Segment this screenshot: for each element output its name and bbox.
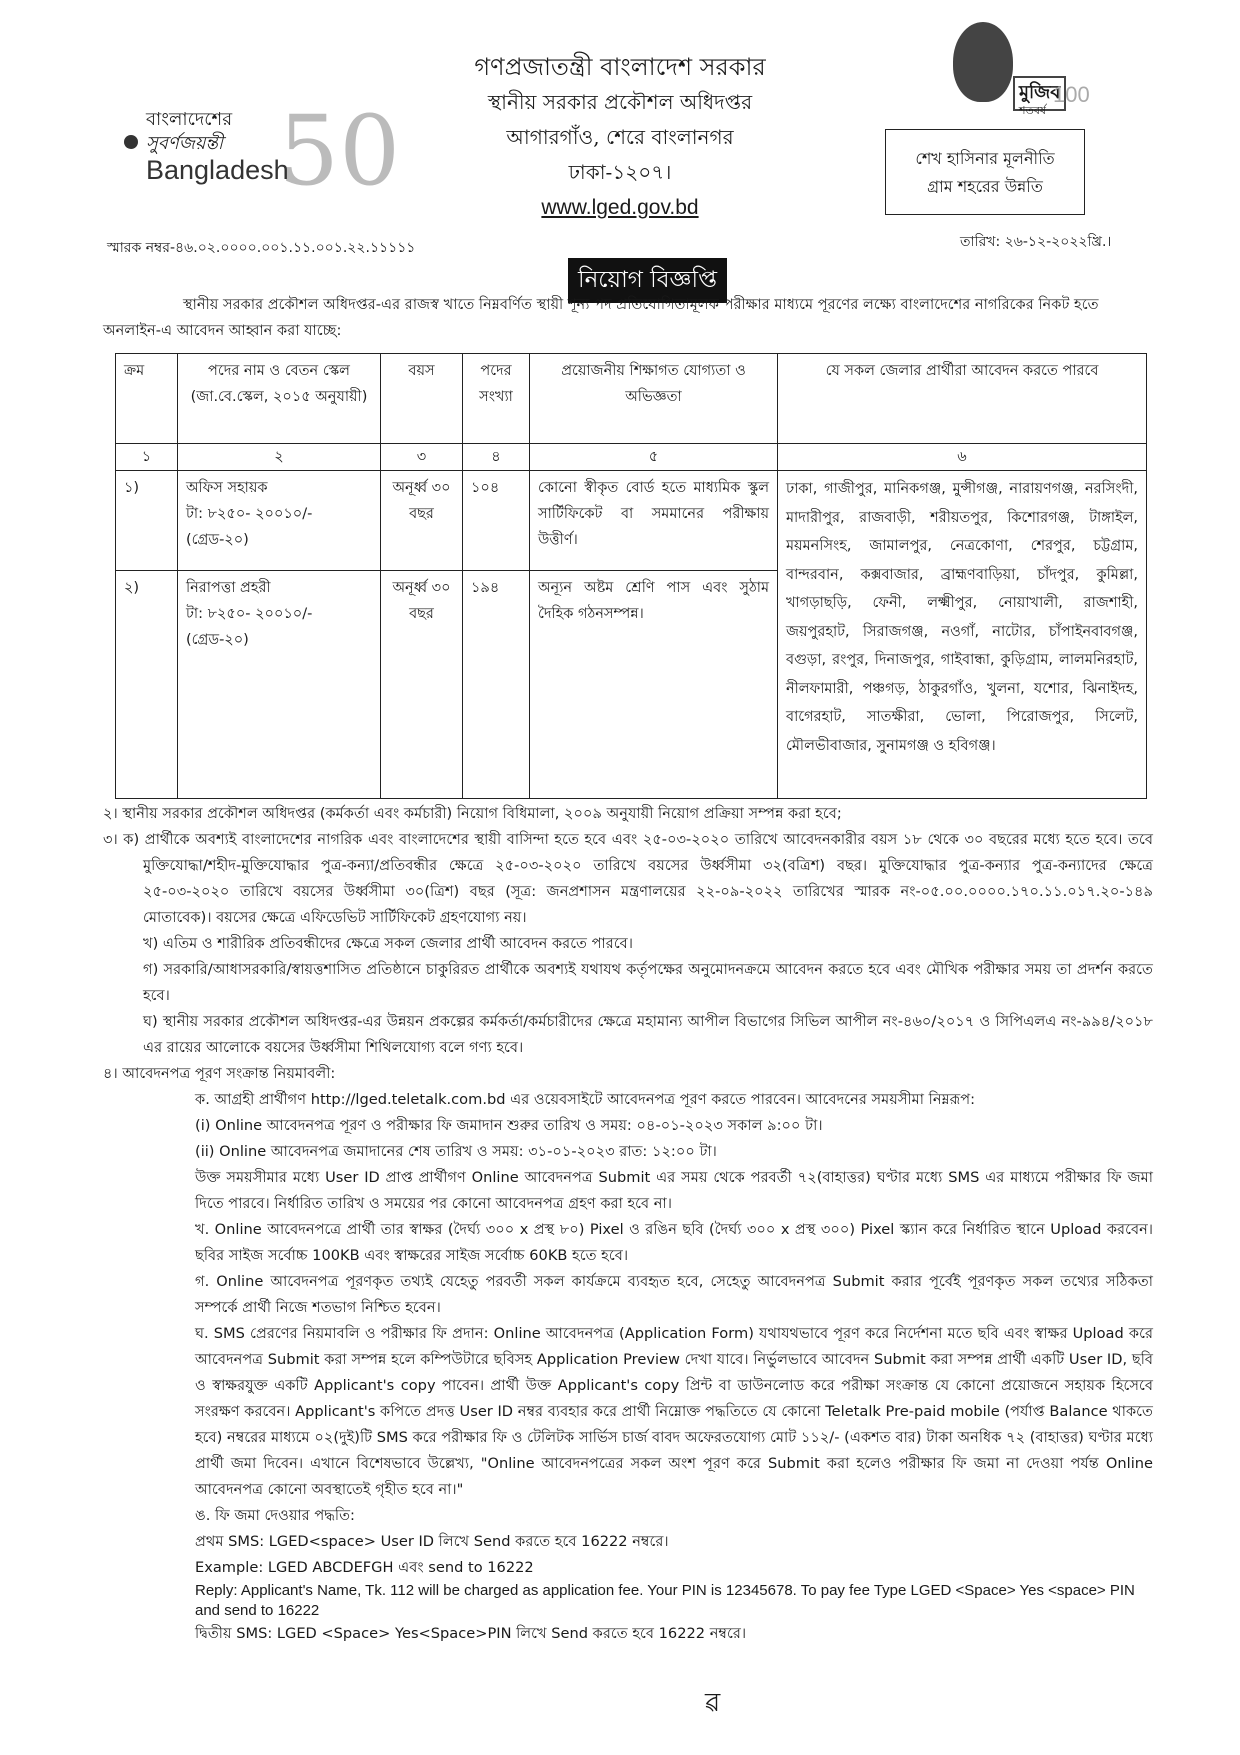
motto-box: [885, 129, 1085, 215]
logo-number: 50: [278, 95, 401, 207]
table-row: [116, 471, 1147, 571]
row-age: অনূর্ধ্ব ৩০ বছর: [381, 471, 463, 571]
logo-en-text: Bangladesh: [146, 155, 289, 185]
row-districts: ঢাকা, গাজীপুর, মানিকগঞ্জ, মুন্সীগঞ্জ, নারায়ণগঞ্জ, নরসিংদী, মাদারীপুর, রাজবাড়ী, শরীয়তপুর, কিশোরগঞ্জ, টাঙ্গাইল, ময়মনসিংহ, জামালপুর, নেত্রকোণা, শেরপুর, চট্টগ্রাম, বান্দরবান, কক্সবাজার, ব্রাহ্মণবাড়িয়া, চাঁদপুর, কুমিল্লা, খাগড়াছড়ি, ফেনী, লক্ষ্মীপুর, নোয়াখালী, রাজশাহী, জয়পুরহাট, সিরাজগঞ্জ, নওগাঁ, নাটোর, চাঁপাইনবাবগঞ্জ, বগুড়া, রংপুর, দিনাজপুর, গাইবান্ধা, কুড়িগ্রাম, লালমনিরহাট, নীলফামারী, পঞ্চগড়, ঠাকুরগাঁও, খুলনা, যশোর, ঝিনাইদহ, বাগেরহাট, সাতক্ষীরা, ভোলা, পিরোজপুর, সিলেট, মৌলভীবাজার, সুনামগঞ্জ ও হবিগঞ্জ।: [778, 471, 1147, 799]
logo-bn-line2: সুবর্ণজয়ন্তী: [146, 133, 224, 154]
address-line: আগারগাঁও, শেরে বাংলানগর: [506, 125, 734, 149]
row-count: ১০৪: [463, 471, 530, 571]
memo-number: স্মারক নম্বর-৪৬.০২.০০০০.০০১.১১.০০১.২২.১১১১১: [107, 240, 416, 256]
row-qualification: কোনো স্বীকৃত বোর্ড হতে মাধ্যমিক স্কুল সার্টিফিকেট বা সমমানের পরীক্ষায় উত্তীর্ণ।: [530, 471, 778, 571]
sms-reply: Reply: Applicant's Name, Tk. 112 will be charged as application fee. Your PIN is 12345678. To pay fee Type LGED <Space> Yes <space> PIN and send to 16222: [195, 1582, 1135, 1619]
table-header-row: [116, 354, 1147, 444]
header-serial: ক্রম: [116, 354, 178, 444]
mujib-logo-number: 100: [1053, 82, 1090, 107]
logo-dot-icon: [124, 135, 138, 149]
sms-second: দ্বিতীয় SMS: LGED <Space> Yes<Space>PIN লিখে Send করতে হবে 16222 নম্বরে।: [195, 1625, 747, 1642]
col-number: ৪: [463, 444, 530, 471]
row-serial: ২): [116, 571, 178, 799]
header-qualification: প্রয়োজনীয় শিক্ষাগত যোগ্যতা ও অভিজ্ঞতা: [530, 354, 778, 444]
col-number: ২: [178, 444, 381, 471]
row-count: ১৯৪: [463, 571, 530, 799]
clause-3c: গ) সরকারি/আধাসরকারি/স্বায়ত্তশাসিত প্রতিষ্ঠানে চাকুরিরত প্রার্থীকে অবশ্যই যথাযথ কর্তৃপক্ষের অনুমোদনক্রমে আবেদন করতে হবে এবং মৌখিক পরীক্ষার সময় তা প্রদর্শন করতে হবে।: [143, 961, 1153, 1004]
clause-4a-ii: (ii) Online আবেদনপত্র জমাদানের শেষ তারিখ ও সময়: ৩১-০১-২০২৩ রাত: ১২:০০ টা।: [195, 1143, 717, 1160]
motto-line1: শেখ হাসিনার মূলনীতি: [915, 149, 1055, 168]
govt-name: গণপ্রজাতন্ত্রী বাংলাদেশ সরকার: [474, 53, 766, 81]
clauses-section: [103, 801, 1153, 1647]
clause-3b: খ) এতিম ও শারীরিক প্রতিবন্ধীদের ক্ষেত্রে সকল জেলার প্রার্থী আবেদন করতে পারবে।: [143, 935, 634, 952]
clause-4: ৪। আবেদনপত্র পূরণ সংক্রান্ত নিয়মাবলী:: [103, 1065, 336, 1082]
clause-3d: ঘ) স্থানীয় সরকার প্রকৌশল অধিদপ্তর-এর উন্নয়ন প্রকল্পের কর্মকর্তা/কর্মচারীদের ক্ষেত্রে মহামান্য আপীল বিভাগের সিভিল আপীল নং-৪৬০/২০১৭ ও সিপিএলএ নং-৯৯৪/২০১৮ এর রায়ের আলোকে বয়সের উর্ধ্বসীমা শিথিলযোগ্য বলে গণ্য হবে।: [143, 1013, 1153, 1056]
clause-2: ২। স্থানীয় সরকার প্রকৌশল অধিদপ্তর (কর্মকর্তা এবং কর্মচারী) নিয়োগ বিধিমালা, ২০০৯ অনুযায়ী নিয়োগ প্রক্রিয়া সম্পন্ন করা হবে;: [103, 805, 842, 822]
col-number: ৫: [530, 444, 778, 471]
motto-line2: গ্রাম শহরের উন্নতি: [927, 177, 1043, 196]
post-pay: টা: ৮২৫০- ২০০১০/-: [186, 506, 313, 522]
post-pay: টা: ৮২৫০- ২০০১০/-: [186, 606, 313, 622]
sms-example: Example: LGED ABCDEFGH এবং send to 16222: [195, 1559, 534, 1576]
row-post: [178, 571, 381, 799]
header-age: বয়স: [381, 354, 463, 444]
col-number: ৬: [778, 444, 1147, 471]
clause-4a: ক. আগ্রহী প্রার্থীগণ http://lged.teletalk.com.bd এর ওয়েবসাইটে আবেদনপত্র পূরণ করতে পারবেন। আবেদনের সময়সীমা নিম্নরূপ:: [195, 1091, 976, 1108]
sms-first: প্রথম SMS: LGED<space> User ID লিখে Send করতে হবে 16222 নম্বরে।: [195, 1533, 669, 1550]
clause-4c: গ. Online আবেদনপত্র পূরণকৃত তথ্যই যেহেতু পরবর্তী সকল কার্যক্রমে ব্যবহৃত হবে, সেহেতু আবেদনপত্র Submit করার পূর্বেই পূরণকৃত সকল তথ্যের সঠিকতা সম্পর্কে প্রার্থী নিজে শতভাগ নিশ্চিত হবেন।: [195, 1273, 1153, 1316]
row-post: [178, 471, 381, 571]
header-districts: যে সকল জেলার প্রার্থীরা আবেদন করতে পারবে: [778, 354, 1147, 444]
post-grade: (গ্রেড-২০): [186, 632, 249, 648]
mujib-logo-text: মুজিব: [1013, 76, 1066, 111]
signature-initial: ৱ: [705, 1688, 721, 1718]
clause-4e: ঙ. ফি জমা দেওয়ার পদ্ধতি:: [195, 1507, 355, 1524]
golden-jubilee-logo: [110, 85, 401, 215]
vacancy-table: [115, 353, 1147, 799]
header-post: পদের নাম ও বেতন স্কেল (জা.বে.স্কেল, ২০১৫ অনুযায়ী): [178, 354, 381, 444]
col-number: ১: [116, 444, 178, 471]
mujib-centenary-logo: [935, 18, 1090, 118]
col-number: ৩: [381, 444, 463, 471]
row-qualification: অন্যূন অষ্টম শ্রেণি পাস এবং সুঠাম দৈহিক গঠনসম্পন্ন।: [530, 571, 778, 799]
clause-4d: ঘ. SMS প্রেরণের নিয়মাবলি ও পরীক্ষার ফি প্রদান: Online আবেদনপত্র (Application Form) যথাযথভাবে পূরণ করে নির্দেশনা মতে ছবি এবং স্বাক্ষর Upload করে আবেদনপত্র Submit করা সম্পন্ন হলে কম্পিউটারে ছবিসহ Application Preview দেখা যাবে। নির্ভুলভাবে আবেদন Submit করা সম্পন্ন প্রার্থী একটি User ID, ছবি ও স্বাক্ষরযুক্ত একটি Applicant's copy পাবেন। প্রার্থী উক্ত Applicant's copy প্রিন্ট বা ডাউনলোড করে পরীক্ষা সংক্রান্ত যে কোনো প্রয়োজনে সহায়ক হিসেবে সংরক্ষণ করবেন। Applicant's কপিতে প্রদত্ত User ID নম্বর ব্যবহার করে প্রার্থী নিম্নোক্ত পদ্ধতিতে যে কোনো Teletalk Pre-paid mobile (পর্যাপ্ত Balance থাকতে হবে) নম্বরের মাধ্যমে ০২(দুই)টি SMS করে পরীক্ষার ফি ও টেলিটক সার্ভিস চার্জ বাবদ অফেরতযোগ্য মোট ১১২/- (একশত বার) টাকা অনধিক ৭২ (বাহাত্তর) ঘণ্টার মধ্যে প্রার্থী জমা দিবেন। এখানে বিশেষভাবে উল্লেখ্য, "Online আবেদনপত্রের সকল অংশ পূরণ করে Submit করা হলেও পরীক্ষার ফি জমা না দেওয়া পর্যন্ত Online আবেদনপত্র কোনো অবস্থাতেই গৃহীত হবে না।": [195, 1325, 1153, 1498]
website-link[interactable]: www.lged.gov.bd: [541, 196, 699, 219]
post-grade: (গ্রেড-২০): [186, 532, 249, 548]
clause-3a: ৩। ক) প্রার্থীকে অবশ্যই বাংলাদেশের নাগরিক এবং বাংলাদেশের স্থায়ী বাসিন্দা হতে হবে এবং ২৫-০৩-২০২০ তারিখে আবেদনকারীর বয়স ১৮ থেকে ৩০ বছরের মধ্যে হতে হবে। তবে মুক্তিযোদ্ধা/শহীদ-মুক্তিযোদ্ধার পুত্র-কন্যা/প্রতিবন্ধীর ক্ষেত্রে ২৫-০৩-২০২০ তারিখে বয়সের উর্ধ্বসীমা ৩২(বত্রিশ) বছর। মুক্তিযোদ্ধার পুত্র-কন্যার পুত্র-কন্যাদের ক্ষেত্রে ২৫-০৩-২০২০ তারিখে বয়সের উর্ধ্বসীমা ৩০(ত্রিশ) বছর (সূত্র: জনপ্রশাসন মন্ত্রণালয়ের ২২-০৯-২০২২ তারিখের স্মারক নং-০৫.০০.০০০০.১৭০.১১.০১৭.২০-১৪৯ মোতাবেক)। বয়সের ক্ষেত্রে এফিডেভিট সার্টিফিকেট গ্রহণযোগ্য নয়।: [103, 831, 1153, 926]
column-number-row: [116, 444, 1147, 471]
clause-4a-i: (i) Online আবেদনপত্র পূরণ ও পরীক্ষার ফি জমাদান শুরুর তারিখ ও সময়: ০৪-০১-২০২৩ সকাল ৯:০০ টা।: [195, 1117, 823, 1134]
office-header: [400, 50, 840, 225]
post-name: নিরাপত্তা প্রহরী: [186, 580, 271, 596]
logo-bn-line1: বাংলাদেশের: [146, 109, 233, 130]
clause-4a-note: উক্ত সময়সীমার মধ্যে User ID প্রাপ্ত প্রার্থীগণ Online আবেদনপত্র Submit এর সময় থেকে পরবর্তী ৭২(বাহাত্তর) ঘণ্টার মধ্যে SMS এর মাধ্যমে পরীক্ষার ফি জমা দিতে পারবে। নির্ধারিত তারিখ ও সময়ের পর কোনো আবেদনপত্র গ্রহণ করা হবে না।: [195, 1169, 1153, 1212]
department-name: স্থানীয় সরকার প্রকৌশল অধিদপ্তর: [487, 90, 753, 114]
intro-paragraph: স্থানীয় সরকার প্রকৌশল অধিদপ্তর-এর রাজস্ব খাতে নিম্নবর্ণিত স্থায়ী শূন্য পদ প্রতিযোগিতামূলক পরীক্ষার মাধ্যমে পূরণের লক্ষ্যে বাংলাদেশের নাগরিকের নিকট হতে অনলাইন-এ আবেদন আহ্বান করা যাচ্ছে:: [103, 296, 1099, 339]
header-count: পদের সংখ্যা: [463, 354, 530, 444]
post-name: অফিস সহায়ক: [186, 480, 268, 496]
notice-date: তারিখ: ২৬-১২-২০২২খ্রি.।: [960, 234, 1112, 250]
notice-title: নিয়োগ বিজ্ঞপ্তি: [568, 258, 727, 303]
clause-4b: খ. Online আবেদনপত্রে প্রার্থী তার স্বাক্ষর (দৈর্ঘ্য ৩০০ x প্রস্থ ৮০) Pixel ও রঙিন ছবি (দৈর্ঘ্য ৩০০ x প্রস্থ ৩০০) Pixel স্ক্যান করে নির্ধারিত স্থানে Upload করবেন। ছবির সাইজ সর্বোচ্চ 100KB এবং স্বাক্ষরের সাইজ সর্বোচ্চ 60KB হতে হবে।: [195, 1221, 1153, 1264]
row-age: অনূর্ধ্ব ৩০ বছর: [381, 571, 463, 799]
mujib-logo-sub: শতবর্ষ: [1019, 104, 1046, 117]
portrait-icon: [953, 22, 1013, 102]
city-line: ঢাকা-১২০৭।: [568, 160, 672, 184]
row-serial: ১): [116, 471, 178, 571]
